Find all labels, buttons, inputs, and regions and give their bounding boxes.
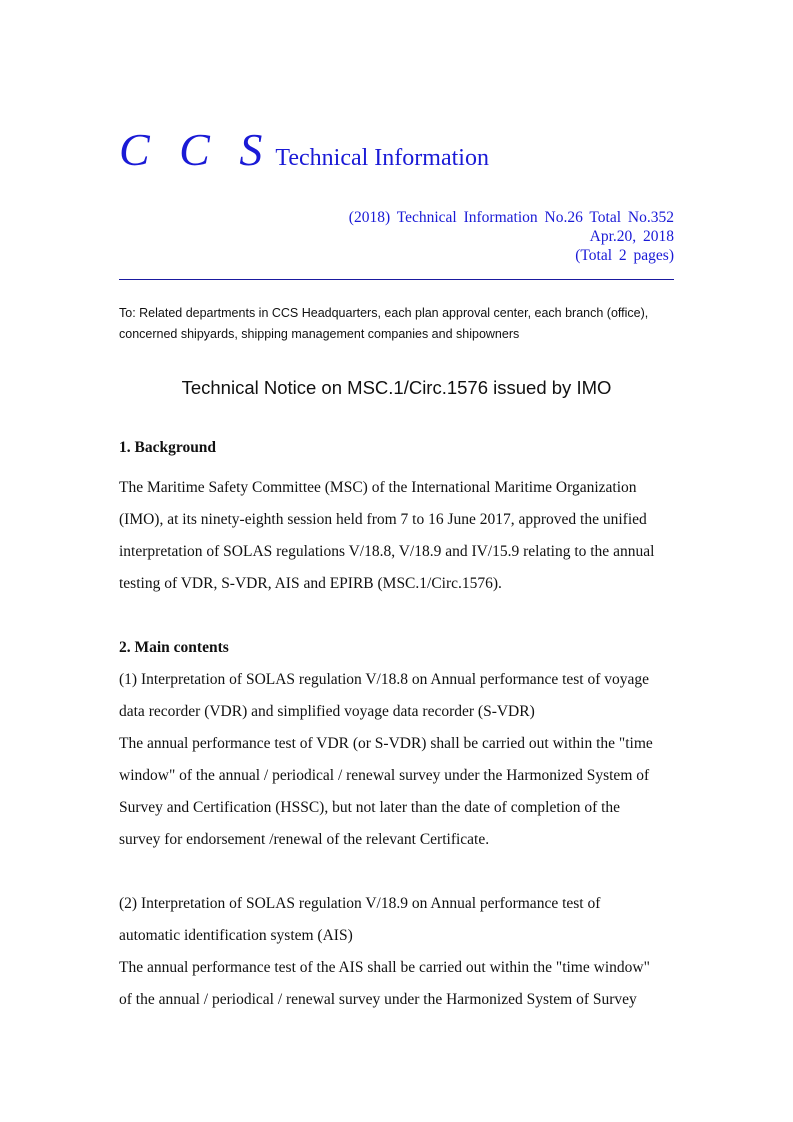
paragraph-line: window" of the annual / periodical / renewal survey under the Harmonized System of <box>119 767 650 784</box>
section-heading-main-contents: 2. Main contents <box>119 639 229 656</box>
letterhead-subtitle: Technical Information <box>275 145 489 171</box>
paragraph-line: survey for endorsement /renewal of the relevant Certificate. <box>119 831 490 848</box>
issue-date: Apr.20, 2018 <box>589 228 674 245</box>
paragraph-line: data recorder (VDR) and simplified voyage data recorder (S-VDR) <box>119 703 535 720</box>
paragraph-line: automatic identification system (AIS) <box>119 927 353 944</box>
addressee-line: To: Related departments in CCS Headquarters, each plan approval center, each branch (office), <box>119 306 649 320</box>
paragraph-line: (IMO), at its ninety-eighth session held from 7 to 16 June 2017, approved the unified <box>119 511 647 528</box>
paragraph-line: The Maritime Safety Committee (MSC) of the International Maritime Organization <box>119 479 637 496</box>
main-contents-item-1 <box>119 664 679 856</box>
paragraph-line: Survey and Certification (HSSC), but not later than the date of completion of the <box>119 799 621 816</box>
header-divider <box>119 279 674 280</box>
page-count: (Total 2 pages) <box>575 247 674 264</box>
ccs-letterhead <box>119 124 489 184</box>
addressee-line: concerned shipyards, shipping management companies and shipowners <box>119 327 520 341</box>
paragraph-line: of the annual / periodical / renewal survey under the Harmonized System of Survey <box>119 991 637 1008</box>
paragraph-line: (2) Interpretation of SOLAS regulation V/18.9 on Annual performance test of <box>119 895 601 912</box>
paragraph-line: The annual performance test of the AIS shall be carried out within the "time window" <box>119 959 650 976</box>
background-paragraph <box>119 472 679 600</box>
paragraph-line: testing of VDR, S-VDR, AIS and EPIRB (MSC.1/Circ.1576). <box>119 575 502 592</box>
main-contents-item-2 <box>119 888 679 1016</box>
document-title: Technical Notice on MSC.1/Circ.1576 issued by IMO <box>181 377 612 398</box>
ccs-logo-text: C C S <box>119 124 272 175</box>
paragraph-line: interpretation of SOLAS regulations V/18.8, V/18.9 and IV/15.9 relating to the annual <box>119 543 655 560</box>
paragraph-line: (1) Interpretation of SOLAS regulation V/18.8 on Annual performance test of voyage <box>119 671 650 688</box>
section-heading-background: 1. Background <box>119 439 217 456</box>
document-reference-block <box>349 208 674 265</box>
reference-number: (2018) Technical Information No.26 Total No.352 <box>348 209 674 226</box>
addressee-block <box>119 303 679 345</box>
paragraph-line: The annual performance test of VDR (or S-VDR) shall be carried out within the "time <box>119 735 653 752</box>
